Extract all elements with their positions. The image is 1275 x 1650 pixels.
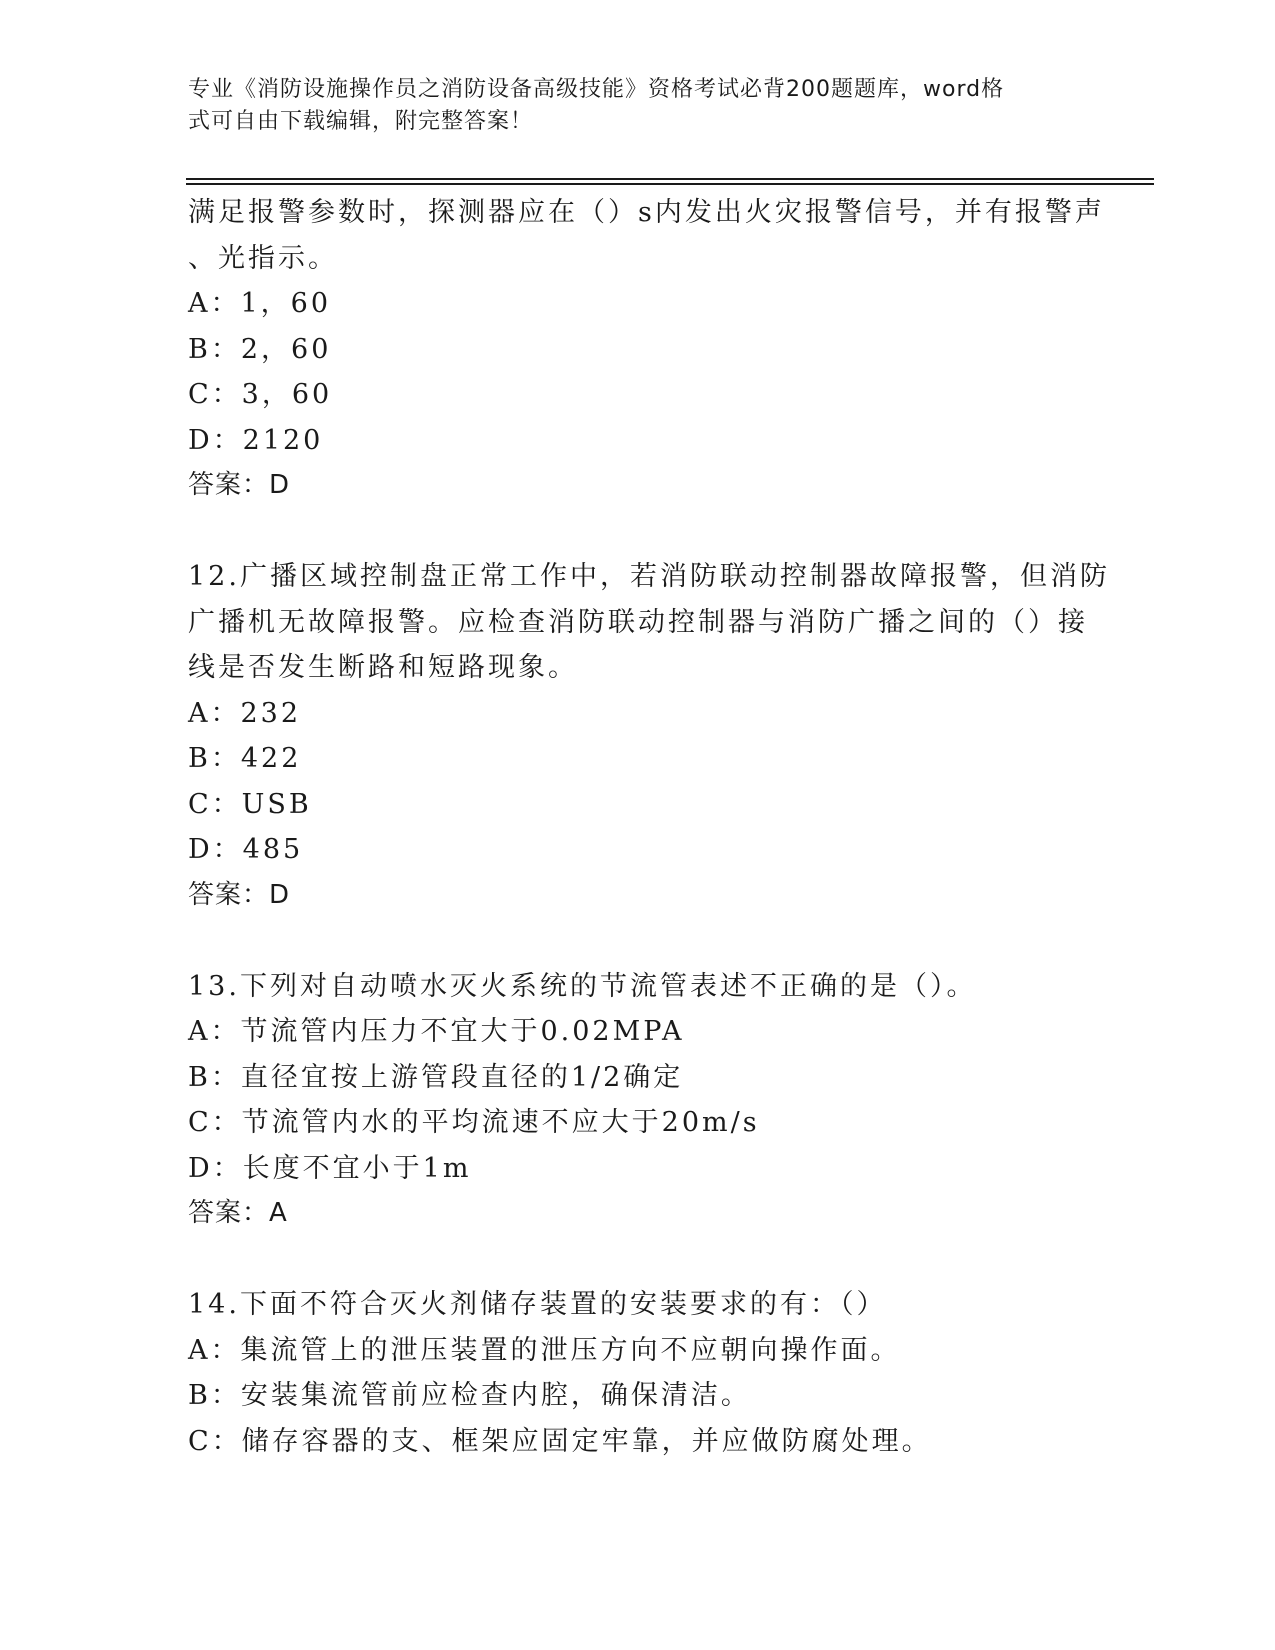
spacer <box>188 918 1088 964</box>
question-text: 13.下列对自动喷水灭火系统的节流管表述不正确的是（）。 <box>188 970 977 1002</box>
option-d: D：485 <box>188 834 304 865</box>
question-text: 广播机无故障报警。应检查消防联动控制器与消防广播之间的（）接 <box>188 606 1088 638</box>
option-a: A：232 <box>188 697 302 729</box>
header-line-1: 专业《消防设施操作员之消防设备高级技能》资格考试必背200题题库，word格 <box>188 77 1005 102</box>
question-11 <box>188 190 1105 509</box>
option-d: D：长度不宜小于1m <box>188 1152 472 1184</box>
header-line-2: 式可自由下载编辑，附完整答案！ <box>188 109 534 134</box>
spacer <box>188 1237 1088 1283</box>
question-12 <box>188 554 1110 918</box>
option-c: C：3，60 <box>188 379 333 410</box>
document-header <box>188 74 1088 138</box>
answer: 答案：A <box>188 1198 288 1228</box>
option-c: C：USB <box>188 788 312 820</box>
question-text: 12.广播区域控制盘正常工作中，若消防联动控制器故障报警，但消防 <box>188 561 1110 592</box>
option-b: B：安装集流管前应检查内腔，确保清洁。 <box>188 1380 751 1411</box>
option-a: A：节流管内压力不宜大于0.02MPA <box>188 1016 685 1047</box>
option-b: B：422 <box>188 743 302 774</box>
option-d: D：2120 <box>188 424 324 456</box>
answer: 答案：D <box>188 470 291 500</box>
option-c: C：储存容器的支、框架应固定牢靠，并应做防腐处理。 <box>188 1425 932 1457</box>
option-c: C：节流管内水的平均流速不应大于20m/s <box>188 1107 760 1138</box>
answer: 答案：D <box>188 879 291 910</box>
option-b: B：2，60 <box>188 333 332 365</box>
question-list <box>188 190 1110 1464</box>
option-a: A：1，60 <box>188 288 332 319</box>
question-text: 满足报警参数时，探测器应在（）s内发出火灾报警信号，并有报警声 <box>188 197 1105 228</box>
header-divider-top <box>186 178 1154 180</box>
question-text: 、光指示。 <box>188 242 338 274</box>
header-divider-bottom <box>186 183 1154 185</box>
option-a: A：集流管上的泄压装置的泄压方向不应朝向操作面。 <box>188 1334 901 1366</box>
question-text: 14.下面不符合灭火剂储存装置的安装要求的有：（） <box>188 1289 887 1320</box>
question-13 <box>188 964 1088 1237</box>
question-14 <box>188 1282 1088 1464</box>
question-text: 线是否发生断路和短路现象。 <box>188 652 578 683</box>
spacer <box>188 509 1088 555</box>
option-b: B：直径宜按上游管段直径的1/2确定 <box>188 1061 684 1093</box>
